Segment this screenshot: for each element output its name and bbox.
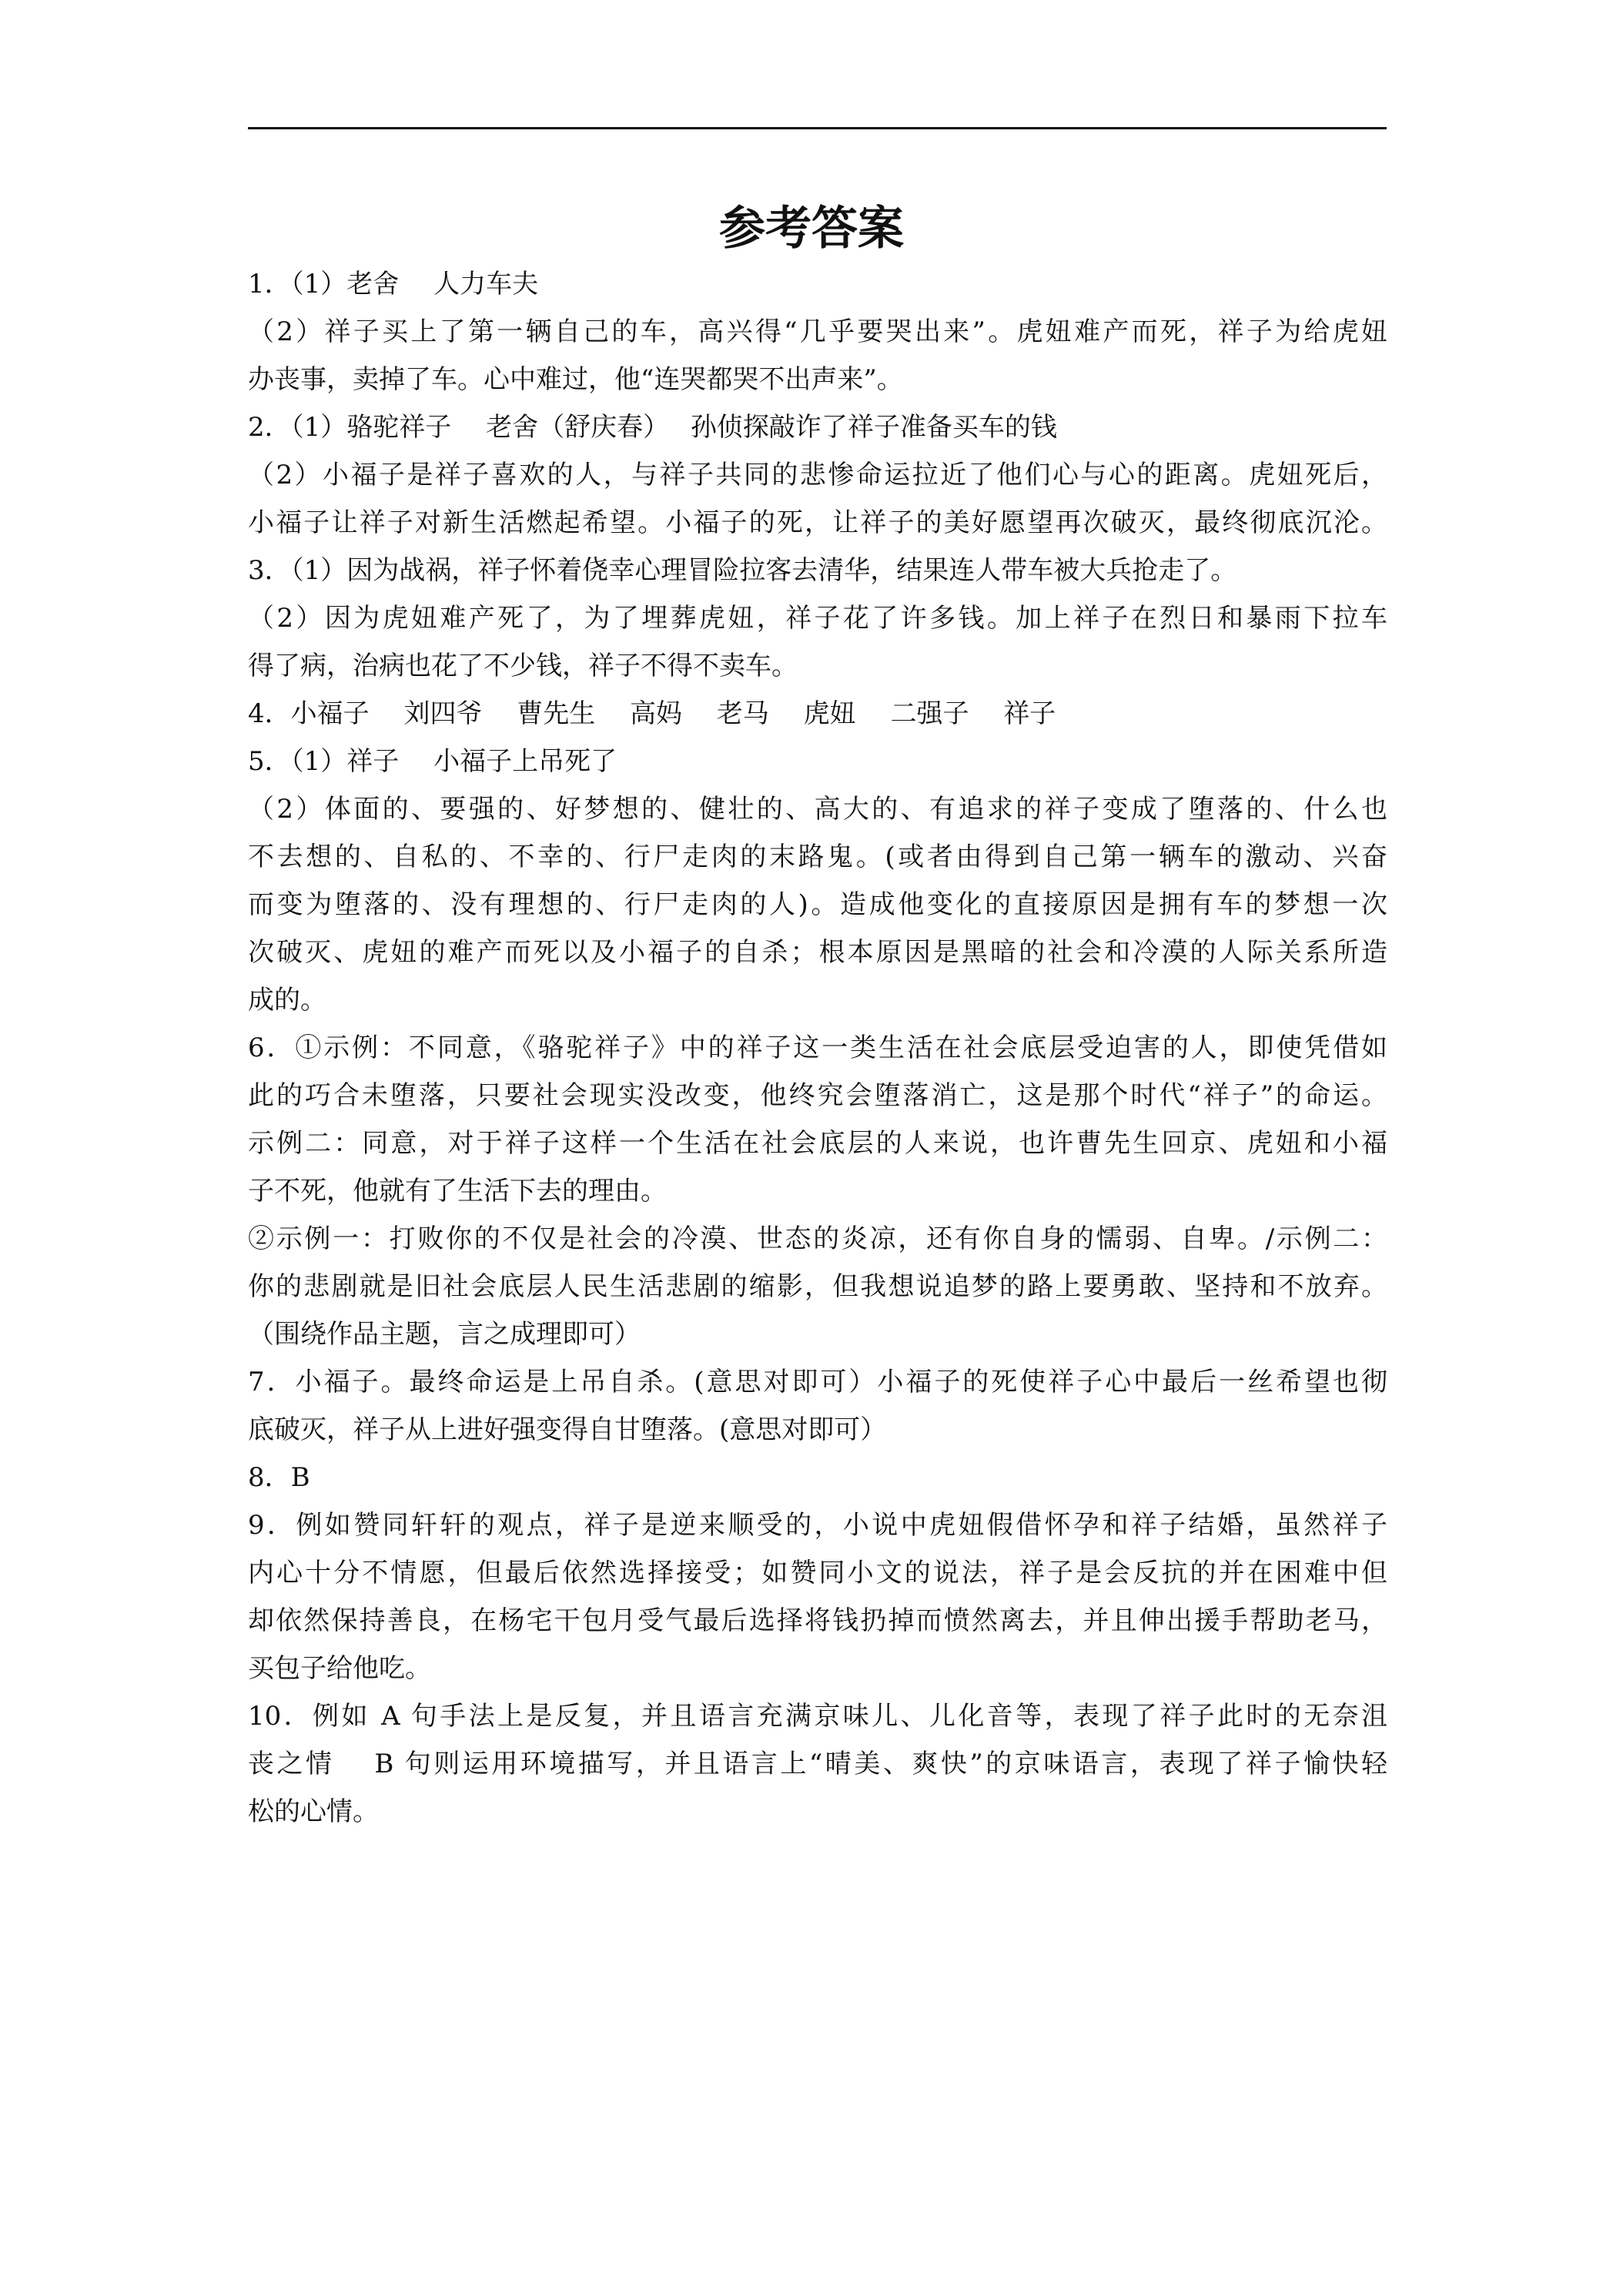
text-line: （2）小福子是祥子喜欢的人，与祥子共同的悲惨命运拉近了他们心与心的距离。虎妞死后， bbox=[248, 460, 1387, 490]
text-line: 底破灭，祥子从上进好强变得自甘堕落。(意思对即可） bbox=[248, 1414, 887, 1445]
text-line: 9．例如赞同轩轩的观点，祥子是逆来顺受的，小说中虎妞假借怀孕和祥子结婚，虽然祥子 bbox=[248, 1510, 1387, 1541]
text-line: 7．小福子。最终命运是上吊自杀。(意思对即可）小福子的死使祥子心中最后一丝希望也彻 bbox=[248, 1367, 1387, 1397]
text-line: 内心十分不情愿，但最后依然选择接受；如赞同小文的说法，祥子是会反抗的并在困难中但 bbox=[248, 1558, 1387, 1588]
text-line: 6．①示例：不同意，《骆驼祥子》中的祥子这一类生活在社会底层受迫害的人，即使凭借如 bbox=[248, 1033, 1387, 1063]
text-line: （2）体面的、要强的、好梦想的、健壮的、高大的、有追求的祥子变成了堕落的、什么也 bbox=[248, 794, 1387, 825]
text-line: 不去想的、自私的、不幸的、行尸走肉的末路鬼。(或者由得到自己第一辆车的激动、兴奋 bbox=[248, 842, 1387, 872]
text-line: 8．B bbox=[248, 1462, 310, 1493]
text-line: 10．例如 A 句手法上是反复，并且语言充满京味儿、儿化音等，表现了祥子此时的无奈沮 bbox=[248, 1701, 1387, 1732]
text-line: 办丧事，卖掉了车。心中难过，他“连哭都哭不出声来”。 bbox=[248, 364, 903, 395]
answer-content bbox=[248, 260, 1387, 1836]
text-line: 买包子给他吃。 bbox=[248, 1653, 431, 1684]
header-rule bbox=[248, 127, 1387, 129]
text-line: 你的悲剧就是旧社会底层人民生活悲剧的缩影，但我想说追梦的路上要勇敢、坚持和不放弃。 bbox=[248, 1271, 1387, 1302]
text-line: 得了病，治病也花了不少钱，祥子不得不卖车。 bbox=[248, 651, 798, 681]
text-line: 1．（1）老舍 人力车夫 bbox=[248, 269, 539, 300]
text-line: 示例二：同意，对于祥子这样一个生活在社会底层的人来说，也许曹先生回京、虎妞和小福 bbox=[248, 1128, 1387, 1159]
text-line: （2）祥子买上了第一辆自己的车，高兴得“几乎要哭出来”。虎妞难产而死，祥子为给虎妞 bbox=[248, 316, 1387, 347]
text-line: 4．小福子 刘四爷 曹先生 高妈 老马 虎妞 二强子 祥子 bbox=[248, 698, 1056, 729]
text-line: 子不死，他就有了生活下去的理由。 bbox=[248, 1176, 667, 1207]
text-line: 2．（1）骆驼祥子 老舍（舒庆春） 孙侦探敲诈了祥子准备买车的钱 bbox=[248, 412, 1057, 443]
text-line: 3．（1）因为战祸，祥子怀着侥幸心理冒险拉客去清华，结果连人带车被大兵抢走了。 bbox=[248, 555, 1237, 586]
page-title: 参考答案 bbox=[719, 202, 904, 256]
text-line: （2）因为虎妞难产死了，为了埋葬虎妞，祥子花了许多钱。加上祥子在烈日和暴雨下拉车 bbox=[248, 603, 1387, 634]
text-line: 而变为堕落的、没有理想的、行尸走肉的人)。造成他变化的直接原因是拥有车的梦想一次 bbox=[248, 889, 1387, 920]
text-line: 却依然保持善良，在杨宅干包月受气最后选择将钱扔掉而愤然离去，并且伸出援手帮助老马， bbox=[248, 1605, 1387, 1636]
text-line: 小福子让祥子对新生活燃起希望。小福子的死，让祥子的美好愿望再次破灭，最终彻底沉沦。 bbox=[248, 507, 1387, 538]
text-line: 次破灭、虎妞的难产而死以及小福子的自杀；根本原因是黑暗的社会和冷漠的人际关系所造 bbox=[248, 937, 1387, 968]
text-line: （围绕作品主题，言之成理即可） bbox=[248, 1319, 641, 1350]
text-line: 此的巧合未堕落，只要社会现实没改变，他终究会堕落消亡，这是那个时代“祥子”的命运。 bbox=[248, 1080, 1387, 1111]
text-line: 5．（1）祥子 小福子上吊死了 bbox=[248, 746, 617, 777]
text-line: 丧之情 B 句则运用环境描写，并且语言上“晴美、爽快”的京味语言，表现了祥子愉快轻 bbox=[248, 1749, 1387, 1779]
text-line: 成的。 bbox=[248, 985, 326, 1016]
text-line: 松的心情。 bbox=[248, 1796, 379, 1827]
text-line: ②示例一：打败你的不仅是社会的冷漠、世态的炎凉，还有你自身的懦弱、自卑。/示例二： bbox=[248, 1223, 1387, 1254]
